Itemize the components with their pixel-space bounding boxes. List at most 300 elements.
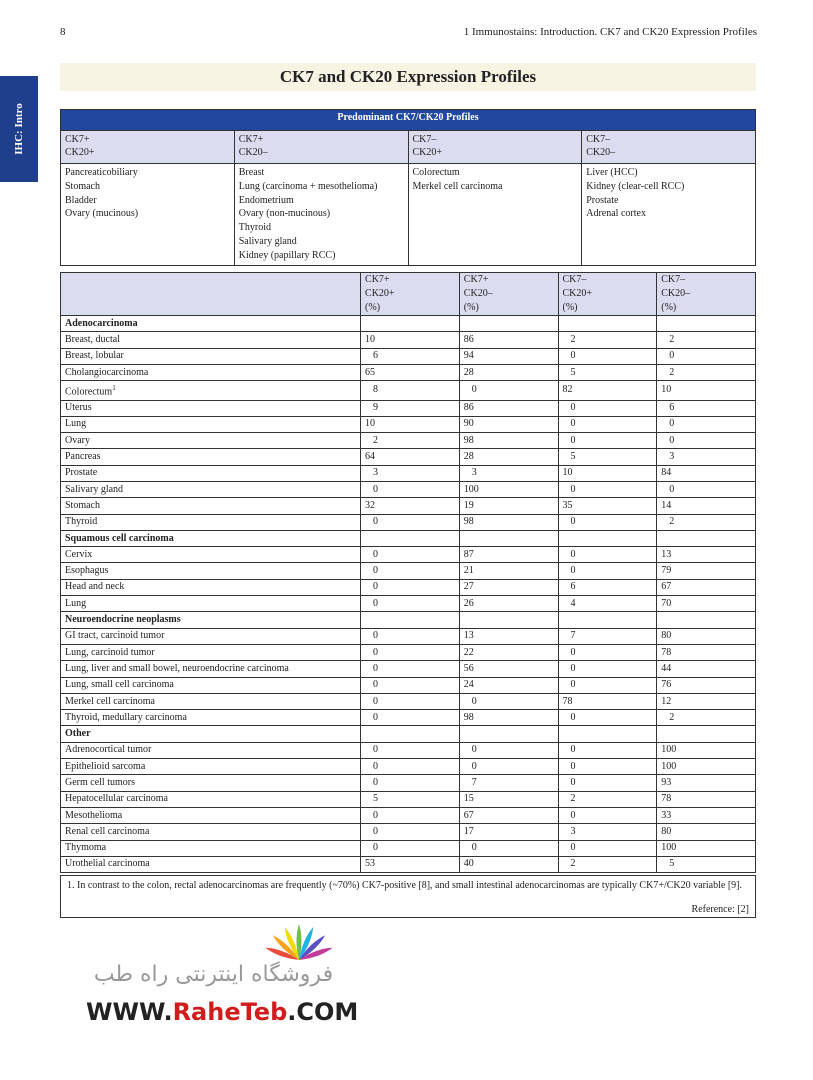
value-cell: 10: [657, 381, 756, 400]
expression-column-header: [459, 273, 558, 316]
value-cell: 3: [361, 465, 460, 481]
column-header-line: (%): [463, 302, 479, 313]
value-cell: 0: [558, 644, 657, 660]
page-number: 8: [60, 26, 66, 38]
profile-column-body: [408, 164, 582, 266]
value-cell: 0: [361, 677, 460, 693]
value-cell: 0: [361, 742, 460, 758]
table-row: [61, 628, 756, 644]
profile-column-body: [234, 164, 408, 266]
value-cell: 0: [361, 775, 460, 791]
profile-column-ck7: CK7–: [412, 134, 437, 145]
section-heading: Other: [61, 726, 361, 742]
column-header-line: CK7+: [365, 274, 390, 285]
profiles-table: [60, 109, 756, 266]
empty-cell: [459, 316, 558, 332]
profile-item: Prostate: [586, 194, 619, 206]
value-cell: 0: [657, 416, 756, 432]
row-label: Adrenocortical tumor: [65, 744, 152, 756]
footnote-marker: 1: [112, 384, 116, 393]
row-label-cell: [61, 433, 361, 449]
section-row: [61, 726, 756, 742]
profile-item: Kidney (clear-cell RCC): [586, 180, 685, 192]
empty-cell: [558, 612, 657, 628]
row-label-cell: [61, 840, 361, 856]
row-label-cell: [61, 514, 361, 530]
value-cell: 0: [361, 482, 460, 498]
row-label: Thyroid, medullary carcinoma: [65, 711, 187, 723]
expression-table: [60, 272, 756, 873]
value-cell: 0: [558, 840, 657, 856]
table-row: [61, 465, 756, 481]
column-header-line: CK7–: [562, 274, 587, 285]
value-cell: 0: [558, 348, 657, 364]
value-cell: 67: [459, 807, 558, 823]
value-cell: 44: [657, 661, 756, 677]
value-cell: 8: [361, 381, 460, 400]
row-label: Mesothelioma: [65, 809, 123, 821]
expression-column-header: [361, 273, 460, 316]
value-cell: 19: [459, 498, 558, 514]
value-cell: 90: [459, 416, 558, 432]
row-label: Renal cell carcinoma: [65, 825, 150, 837]
column-header-line: CK20–: [661, 288, 691, 299]
value-cell: 0: [459, 742, 558, 758]
value-cell: 2: [558, 791, 657, 807]
row-label: Cervix: [65, 548, 93, 560]
row-label: Lung, small cell carcinoma: [65, 679, 174, 691]
row-label-cell: [61, 348, 361, 364]
profile-column-header: [234, 131, 408, 164]
value-cell: 2: [657, 332, 756, 348]
column-header-line: (%): [365, 302, 381, 313]
row-label: Hepatocellular carcinoma: [65, 793, 168, 805]
value-cell: 22: [459, 644, 558, 660]
row-label: Pancreas: [65, 451, 101, 463]
value-cell: 0: [361, 644, 460, 660]
value-cell: 6: [361, 348, 460, 364]
value-cell: 0: [558, 514, 657, 530]
empty-cell: [459, 726, 558, 742]
value-cell: 0: [361, 514, 460, 530]
empty-cell: [657, 612, 756, 628]
value-cell: 67: [657, 579, 756, 595]
expression-column-header: [657, 273, 756, 316]
profile-item: Colorectum: [412, 167, 460, 178]
row-label: Head and neck: [65, 581, 125, 593]
value-cell: 14: [657, 498, 756, 514]
value-cell: 0: [361, 759, 460, 775]
profile-column-ck20: CK20–: [238, 147, 268, 158]
value-cell: 0: [459, 840, 558, 856]
profile-item: Salivary gland: [238, 235, 297, 247]
profile-column-ck20: CK20+: [65, 147, 95, 158]
value-cell: 0: [558, 416, 657, 432]
profile-column-header: [61, 131, 235, 164]
value-cell: 26: [459, 596, 558, 612]
value-cell: 10: [361, 332, 460, 348]
value-cell: 93: [657, 775, 756, 791]
row-label: Epithelioid sarcoma: [65, 760, 146, 772]
table-row: [61, 596, 756, 612]
row-label-cell: [61, 628, 361, 644]
url-prefix: WWW.: [86, 998, 173, 1026]
value-cell: 0: [558, 775, 657, 791]
table-row: [61, 644, 756, 660]
value-cell: 94: [459, 348, 558, 364]
row-label-cell: [61, 381, 361, 400]
value-cell: 17: [459, 824, 558, 840]
profiles-table-heading: Predominant CK7/CK20 Profiles: [61, 110, 756, 131]
row-label-cell: [61, 400, 361, 416]
row-label-cell: [61, 498, 361, 514]
value-cell: 76: [657, 677, 756, 693]
profile-item: Bladder: [65, 194, 97, 206]
side-tab-label: IHC: Intro: [13, 103, 25, 155]
value-cell: 3: [459, 465, 558, 481]
value-cell: 0: [361, 579, 460, 595]
profile-item: Kidney (papillary RCC): [238, 249, 336, 261]
value-cell: 5: [558, 364, 657, 380]
value-cell: 65: [361, 364, 460, 380]
value-cell: 0: [558, 710, 657, 726]
row-label: Thyroid: [65, 516, 98, 528]
value-cell: 10: [361, 416, 460, 432]
table-row: [61, 364, 756, 380]
table-row: [61, 775, 756, 791]
row-label-cell: [61, 856, 361, 872]
value-cell: 80: [657, 628, 756, 644]
row-label-cell: [61, 775, 361, 791]
value-cell: 2: [558, 332, 657, 348]
value-cell: 87: [459, 547, 558, 563]
row-label-cell: [61, 791, 361, 807]
table-row: [61, 693, 756, 709]
profile-item: Lung (carcinoma + mesothelioma): [238, 180, 378, 192]
row-label-cell: [61, 547, 361, 563]
row-label-cell: [61, 807, 361, 823]
value-cell: 5: [361, 791, 460, 807]
value-cell: 0: [361, 824, 460, 840]
row-label: Uterus: [65, 402, 92, 414]
column-header-line: (%): [661, 302, 677, 313]
profile-item: Ovary (non-mucinous): [238, 208, 331, 220]
profile-item: Ovary (mucinous): [65, 208, 139, 220]
profile-item: Thyroid: [238, 222, 271, 234]
row-label: Lung, carcinoid tumor: [65, 646, 155, 658]
value-cell: 5: [558, 449, 657, 465]
value-cell: 100: [459, 482, 558, 498]
value-cell: 32: [361, 498, 460, 514]
value-cell: 86: [459, 332, 558, 348]
value-cell: 4: [558, 596, 657, 612]
table-row: [61, 856, 756, 872]
value-cell: 100: [657, 759, 756, 775]
value-cell: 3: [657, 449, 756, 465]
value-cell: 0: [558, 547, 657, 563]
row-label-cell: [61, 596, 361, 612]
value-cell: 0: [558, 433, 657, 449]
value-cell: 28: [459, 364, 558, 380]
table-row: [61, 498, 756, 514]
value-cell: 80: [657, 824, 756, 840]
profile-column-body: [582, 164, 756, 266]
table-row: [61, 348, 756, 364]
empty-cell: [558, 726, 657, 742]
value-cell: 27: [459, 579, 558, 595]
book-fan-icon: [254, 920, 344, 962]
value-cell: 13: [459, 628, 558, 644]
value-cell: 78: [657, 791, 756, 807]
row-label: Lung: [65, 597, 87, 609]
empty-cell: [459, 612, 558, 628]
value-cell: 13: [657, 547, 756, 563]
reference: Reference: [2]: [691, 904, 749, 915]
table-row: [61, 416, 756, 432]
value-cell: 0: [558, 661, 657, 677]
value-cell: 100: [657, 840, 756, 856]
value-cell: 40: [459, 856, 558, 872]
value-cell: 0: [459, 759, 558, 775]
table-row: [61, 661, 756, 677]
table-row: [61, 563, 756, 579]
side-tab: [0, 76, 38, 182]
row-label: Esophagus: [65, 565, 109, 577]
value-cell: 2: [657, 710, 756, 726]
value-cell: 6: [657, 400, 756, 416]
row-label-cell: [61, 824, 361, 840]
column-header-line: CK20+: [562, 288, 593, 299]
profile-item: Merkel cell carcinoma: [412, 180, 503, 192]
empty-cell: [657, 726, 756, 742]
table-row: [61, 514, 756, 530]
value-cell: 0: [558, 759, 657, 775]
footnote-box: [60, 875, 756, 918]
table-row: [61, 433, 756, 449]
profile-item: Pancreaticobiliary: [65, 167, 138, 178]
profile-column-ck7: CK7+: [65, 134, 90, 145]
value-cell: 0: [558, 563, 657, 579]
column-header-line: CK20+: [365, 288, 395, 299]
value-cell: 98: [459, 514, 558, 530]
row-label-cell: [61, 416, 361, 432]
table-row: [61, 449, 756, 465]
value-cell: 0: [558, 400, 657, 416]
row-label: Salivary gland: [65, 483, 124, 495]
page-title: CK7 and CK20 Expression Profiles: [279, 67, 537, 86]
value-cell: 6: [558, 579, 657, 595]
profile-column-header: [408, 131, 582, 164]
row-label: Breast, lobular: [65, 350, 124, 362]
row-label-cell: [61, 759, 361, 775]
value-cell: 100: [657, 742, 756, 758]
row-label-cell: [61, 465, 361, 481]
value-cell: 21: [459, 563, 558, 579]
value-cell: 0: [657, 348, 756, 364]
row-label-cell: [61, 661, 361, 677]
table-row: [61, 400, 756, 416]
value-cell: 0: [361, 693, 460, 709]
row-label: Cholangiocarcinoma: [65, 366, 149, 378]
value-cell: 0: [361, 710, 460, 726]
row-label: GI tract, carcinoid tumor: [65, 630, 165, 642]
row-label: Ovary: [65, 434, 90, 446]
value-cell: 2: [361, 433, 460, 449]
row-label: Lung, liver and small bowel, neuroendocrine carcinoma: [65, 662, 289, 674]
row-label-cell: [61, 644, 361, 660]
table-row: [61, 579, 756, 595]
section-row: [61, 316, 756, 332]
footnote: 1. In contrast to the colon, rectal adenocarcinomas are frequently (~70%) CK7-positive [8], and small intestinal adenocarcinomas are typically CK7+/CK20 variable [9].: [67, 880, 742, 891]
row-label-cell: [61, 742, 361, 758]
profile-column-ck20: CK20–: [586, 147, 616, 158]
row-label: Stomach: [65, 499, 100, 511]
row-label-cell: [61, 693, 361, 709]
table-row: [61, 547, 756, 563]
table-row: [61, 840, 756, 856]
value-cell: 64: [361, 449, 460, 465]
value-cell: 0: [558, 677, 657, 693]
column-header-line: CK7+: [463, 274, 489, 285]
table-row: [61, 381, 756, 400]
expression-column-header: [558, 273, 657, 316]
row-label: Merkel cell carcinoma: [65, 695, 155, 707]
profile-item: Liver (HCC): [586, 167, 638, 178]
value-cell: 70: [657, 596, 756, 612]
value-cell: 86: [459, 400, 558, 416]
value-cell: 53: [361, 856, 460, 872]
row-label-cell: [61, 563, 361, 579]
value-cell: 78: [558, 693, 657, 709]
table-row: [61, 742, 756, 758]
section-heading: Adenocarcinoma: [61, 316, 361, 332]
watermark-persian-text: فروشگاه اینترنتی راه طب: [93, 962, 334, 987]
row-label: Urothelial carcinoma: [65, 858, 150, 870]
row-label: Colorectum: [65, 386, 113, 398]
value-cell: 0: [361, 547, 460, 563]
value-cell: 98: [459, 710, 558, 726]
empty-cell: [558, 316, 657, 332]
empty-cell: [459, 530, 558, 546]
value-cell: 0: [459, 693, 558, 709]
running-head: 1 Immunostains: Introduction. CK7 and CK20 Expression Profiles: [463, 26, 757, 38]
value-cell: 0: [657, 482, 756, 498]
value-cell: 7: [558, 628, 657, 644]
value-cell: 0: [361, 563, 460, 579]
section-heading: Neuroendocrine neoplasms: [61, 612, 361, 628]
profile-column-ck20: CK20+: [412, 147, 443, 158]
profile-item: Stomach: [65, 180, 100, 192]
value-cell: 0: [558, 807, 657, 823]
empty-cell: [657, 316, 756, 332]
table-row: [61, 824, 756, 840]
value-cell: 0: [657, 433, 756, 449]
value-cell: 35: [558, 498, 657, 514]
value-cell: 2: [657, 364, 756, 380]
value-cell: 0: [558, 742, 657, 758]
empty-cell: [361, 612, 460, 628]
row-label: Lung: [65, 418, 87, 430]
url-brand: RaheTeb: [172, 998, 288, 1026]
column-header-line: CK7–: [661, 274, 686, 285]
value-cell: 24: [459, 677, 558, 693]
row-label-cell: [61, 710, 361, 726]
row-label-cell: [61, 449, 361, 465]
empty-cell: [657, 530, 756, 546]
value-cell: 33: [657, 807, 756, 823]
section-row: [61, 612, 756, 628]
value-cell: 5: [657, 856, 756, 872]
empty-cell: [361, 530, 460, 546]
title-band: [60, 63, 756, 91]
section-heading: Squamous cell carcinoma: [61, 530, 361, 546]
table-row: [61, 332, 756, 348]
value-cell: 78: [657, 644, 756, 660]
row-label: Germ cell tumors: [65, 776, 135, 788]
value-cell: 0: [361, 596, 460, 612]
column-header-line: (%): [562, 302, 578, 313]
value-cell: 9: [361, 400, 460, 416]
table-row: [61, 759, 756, 775]
url-suffix: .COM: [287, 998, 359, 1026]
empty-cell: [361, 726, 460, 742]
table-row: [61, 482, 756, 498]
value-cell: 0: [558, 482, 657, 498]
value-cell: 2: [558, 856, 657, 872]
watermark-url: [86, 998, 358, 1026]
table-row: [61, 791, 756, 807]
profile-column-body: [61, 164, 235, 266]
row-label-cell: [61, 579, 361, 595]
value-cell: 98: [459, 433, 558, 449]
expression-corner-cell: [61, 273, 361, 316]
row-label-cell: [61, 677, 361, 693]
table-row: [61, 677, 756, 693]
profile-item: Endometrium: [238, 194, 294, 206]
value-cell: 79: [657, 563, 756, 579]
value-cell: 56: [459, 661, 558, 677]
row-label: Thymoma: [65, 842, 107, 854]
value-cell: 15: [459, 791, 558, 807]
watermark-logo: [86, 920, 359, 1030]
value-cell: 2: [657, 514, 756, 530]
value-cell: 3: [558, 824, 657, 840]
value-cell: 0: [361, 807, 460, 823]
value-cell: 0: [361, 661, 460, 677]
value-cell: 7: [459, 775, 558, 791]
value-cell: 0: [361, 628, 460, 644]
row-label-cell: [61, 332, 361, 348]
table-row: [61, 710, 756, 726]
value-cell: 0: [459, 381, 558, 400]
row-label-cell: [61, 364, 361, 380]
profile-column-ck7: CK7+: [238, 134, 264, 145]
value-cell: 82: [558, 381, 657, 400]
profile-item: Breast: [238, 167, 265, 178]
value-cell: 12: [657, 693, 756, 709]
row-label: Prostate: [65, 467, 98, 479]
row-label: Breast, ductal: [65, 333, 120, 345]
table-row: [61, 807, 756, 823]
value-cell: 0: [361, 840, 460, 856]
value-cell: 10: [558, 465, 657, 481]
profile-column-header: [582, 131, 756, 164]
value-cell: 28: [459, 449, 558, 465]
empty-cell: [558, 530, 657, 546]
profile-column-ck7: CK7–: [586, 134, 611, 145]
column-header-line: CK20–: [463, 288, 493, 299]
section-row: [61, 530, 756, 546]
